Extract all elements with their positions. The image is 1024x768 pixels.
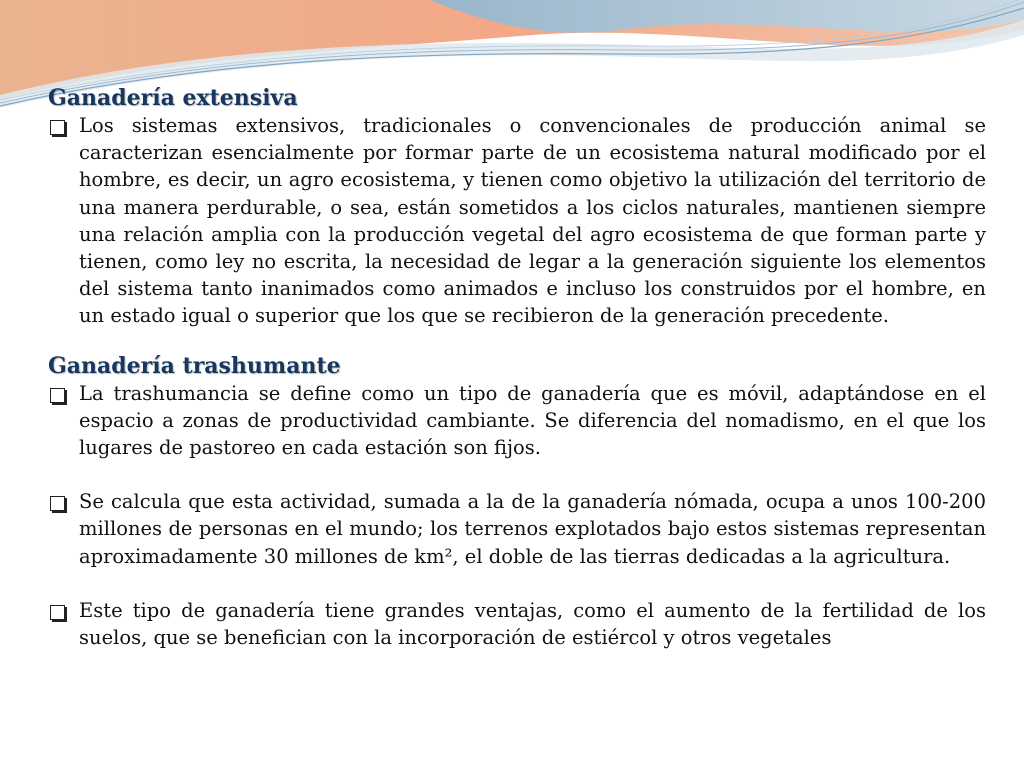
checkbox-bullet-icon — [50, 496, 65, 511]
bullet-item — [48, 488, 986, 570]
section-heading-trashumante: Ganadería trashumante — [48, 352, 341, 379]
checkbox-bullet-icon — [50, 120, 65, 135]
checkbox-bullet-icon — [50, 388, 65, 403]
checkbox-bullet-icon — [50, 605, 65, 620]
bullet-text: Este tipo de ganadería tiene grandes ventajas, como el aumento de la fertilidad de los suelos, que se benefician con la incorporación de estiércol y otros vegetales — [79, 598, 986, 650]
slide-body — [48, 84, 986, 651]
bullet-item — [48, 380, 986, 462]
bullet-item — [48, 112, 986, 330]
bullet-text: La trashumancia se define como un tipo de ganadería que es móvil, adaptándose en el espacio a zonas de productividad cambiante. Se diferencia del nomadismo, en el que los lugares de pastoreo en cada estación son fijos. — [79, 381, 986, 460]
section-heading-extensiva: Ganadería extensiva — [48, 85, 298, 111]
bullet-text: Se calcula que esta actividad, sumada a la de la ganadería nómada, ocupa a unos 100-200 millones de personas en el mundo; los terrenos explotados bajo estos sistemas representan aproximadamente 30 millones de km², el doble de las tierras dedicadas a la agricultura. — [79, 490, 986, 568]
bullet-text: Los sistemas extensivos, tradicionales o convencionales de producción animal se caracterizan esencialmente por formar parte de un ecosistema natural modificado por el hombre, es decir, un agro ecosistema, y tienen como objetivo la utilización del territorio de una manera perdurable, o sea, están sometidos a los ciclos naturales, mantienen siempre una relación amplia con la producción vegetal del agro ecosistema de que forman parte y tienen, como ley no escrita, la necesidad de legar a la generación siguiente los elementos del sistema tanto inanimados como animados e incluso los construidos por el hombre, en un estado igual o superior que los que se recibieron de la generación precedente. — [79, 114, 986, 328]
bullet-item — [48, 597, 986, 651]
